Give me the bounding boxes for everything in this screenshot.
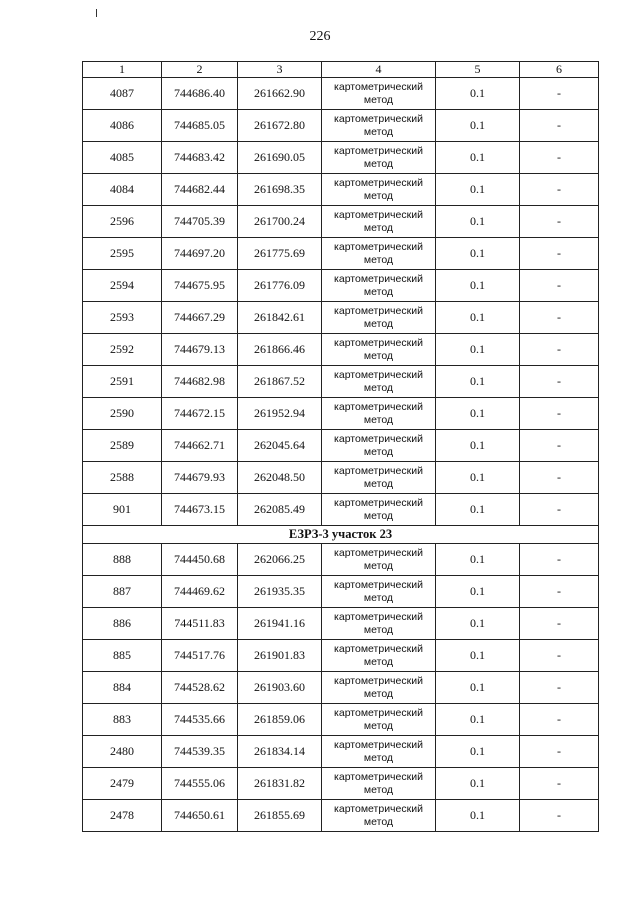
x-coordinate-cell: 744679.93	[162, 462, 238, 494]
column-header: 1	[83, 62, 162, 78]
point-id-cell: 2589	[83, 430, 162, 462]
table-row	[83, 334, 599, 366]
method-cell: картометрический метод	[322, 704, 436, 736]
accuracy-cell: 0.1	[436, 430, 520, 462]
table-row	[83, 174, 599, 206]
accuracy-cell: 0.1	[436, 334, 520, 366]
table-row	[83, 736, 599, 768]
note-cell: -	[520, 302, 599, 334]
y-coordinate-cell: 261690.05	[238, 142, 322, 174]
column-header: 2	[162, 62, 238, 78]
method-cell: картометрический метод	[322, 334, 436, 366]
accuracy-cell: 0.1	[436, 800, 520, 832]
column-header: 4	[322, 62, 436, 78]
section-title: ЕЗРЗ-3 участок 23	[83, 526, 599, 544]
method-cell: картометрический метод	[322, 238, 436, 270]
table-body-part1	[83, 78, 599, 526]
x-coordinate-cell: 744450.68	[162, 544, 238, 576]
point-id-cell: 4086	[83, 110, 162, 142]
method-cell: картометрический метод	[322, 768, 436, 800]
note-cell: -	[520, 174, 599, 206]
table-row	[83, 672, 599, 704]
method-cell: картометрический метод	[322, 544, 436, 576]
x-coordinate-cell: 744683.42	[162, 142, 238, 174]
point-id-cell: 2478	[83, 800, 162, 832]
y-coordinate-cell: 261662.90	[238, 78, 322, 110]
table-row	[83, 366, 599, 398]
method-cell: картометрический метод	[322, 608, 436, 640]
table-row	[83, 270, 599, 302]
point-id-cell: 2480	[83, 736, 162, 768]
point-id-cell: 2591	[83, 366, 162, 398]
accuracy-cell: 0.1	[436, 576, 520, 608]
note-cell: -	[520, 608, 599, 640]
note-cell: -	[520, 494, 599, 526]
table-row	[83, 800, 599, 832]
y-coordinate-cell: 261952.94	[238, 398, 322, 430]
note-cell: -	[520, 110, 599, 142]
y-coordinate-cell: 261941.16	[238, 608, 322, 640]
point-id-cell: 4085	[83, 142, 162, 174]
x-coordinate-cell: 744539.35	[162, 736, 238, 768]
section-body	[83, 526, 599, 544]
point-id-cell: 2479	[83, 768, 162, 800]
point-id-cell: 886	[83, 608, 162, 640]
y-coordinate-cell: 261903.60	[238, 672, 322, 704]
y-coordinate-cell: 261855.69	[238, 800, 322, 832]
point-id-cell: 2596	[83, 206, 162, 238]
coordinates-table	[82, 61, 599, 832]
point-id-cell: 2590	[83, 398, 162, 430]
table-row	[83, 78, 599, 110]
method-cell: картометрический метод	[322, 110, 436, 142]
x-coordinate-cell: 744673.15	[162, 494, 238, 526]
table-row	[83, 544, 599, 576]
column-header: 3	[238, 62, 322, 78]
method-cell: картометрический метод	[322, 206, 436, 238]
accuracy-cell: 0.1	[436, 462, 520, 494]
x-coordinate-cell: 744662.71	[162, 430, 238, 462]
page-number: 226	[309, 29, 331, 44]
method-cell: картометрический метод	[322, 462, 436, 494]
note-cell: -	[520, 334, 599, 366]
y-coordinate-cell: 261901.83	[238, 640, 322, 672]
y-coordinate-cell: 261867.52	[238, 366, 322, 398]
column-header: 6	[520, 62, 599, 78]
accuracy-cell: 0.1	[436, 142, 520, 174]
method-cell: картометрический метод	[322, 398, 436, 430]
note-cell: -	[520, 398, 599, 430]
note-cell: -	[520, 672, 599, 704]
x-coordinate-cell: 744667.29	[162, 302, 238, 334]
table-row	[83, 494, 599, 526]
point-id-cell: 901	[83, 494, 162, 526]
note-cell: -	[520, 366, 599, 398]
table-row	[83, 302, 599, 334]
table-row	[83, 142, 599, 174]
accuracy-cell: 0.1	[436, 78, 520, 110]
table-row	[83, 110, 599, 142]
method-cell: картометрический метод	[322, 736, 436, 768]
note-cell: -	[520, 800, 599, 832]
point-id-cell: 2588	[83, 462, 162, 494]
section-row	[83, 526, 599, 544]
accuracy-cell: 0.1	[436, 110, 520, 142]
note-cell: -	[520, 238, 599, 270]
method-cell: картометрический метод	[322, 366, 436, 398]
point-id-cell: 884	[83, 672, 162, 704]
x-coordinate-cell: 744517.76	[162, 640, 238, 672]
x-coordinate-cell: 744685.05	[162, 110, 238, 142]
method-cell: картометрический метод	[322, 800, 436, 832]
table-row	[83, 206, 599, 238]
point-id-cell: 4087	[83, 78, 162, 110]
accuracy-cell: 0.1	[436, 270, 520, 302]
point-id-cell: 2593	[83, 302, 162, 334]
x-coordinate-cell: 744697.20	[162, 238, 238, 270]
point-id-cell: 888	[83, 544, 162, 576]
column-header: 5	[436, 62, 520, 78]
accuracy-cell: 0.1	[436, 672, 520, 704]
table-row	[83, 238, 599, 270]
x-coordinate-cell: 744675.95	[162, 270, 238, 302]
x-coordinate-cell: 744528.62	[162, 672, 238, 704]
note-cell: -	[520, 640, 599, 672]
y-coordinate-cell: 261700.24	[238, 206, 322, 238]
y-coordinate-cell: 262085.49	[238, 494, 322, 526]
point-id-cell: 2594	[83, 270, 162, 302]
x-coordinate-cell: 744682.44	[162, 174, 238, 206]
point-id-cell: 4084	[83, 174, 162, 206]
accuracy-cell: 0.1	[436, 608, 520, 640]
point-id-cell: 883	[83, 704, 162, 736]
method-cell: картометрический метод	[322, 576, 436, 608]
note-cell: -	[520, 270, 599, 302]
point-id-cell: 885	[83, 640, 162, 672]
method-cell: картометрический метод	[322, 142, 436, 174]
accuracy-cell: 0.1	[436, 174, 520, 206]
header-row	[83, 62, 599, 78]
accuracy-cell: 0.1	[436, 238, 520, 270]
table-row	[83, 430, 599, 462]
y-coordinate-cell: 262066.25	[238, 544, 322, 576]
scan-mark	[96, 9, 97, 17]
method-cell: картометрический метод	[322, 270, 436, 302]
x-coordinate-cell: 744705.39	[162, 206, 238, 238]
method-cell: картометрический метод	[322, 430, 436, 462]
note-cell: -	[520, 544, 599, 576]
x-coordinate-cell: 744679.13	[162, 334, 238, 366]
x-coordinate-cell: 744682.98	[162, 366, 238, 398]
x-coordinate-cell: 744672.15	[162, 398, 238, 430]
method-cell: картометрический метод	[322, 494, 436, 526]
y-coordinate-cell: 261842.61	[238, 302, 322, 334]
x-coordinate-cell: 744511.83	[162, 608, 238, 640]
y-coordinate-cell: 261775.69	[238, 238, 322, 270]
accuracy-cell: 0.1	[436, 206, 520, 238]
point-id-cell: 2592	[83, 334, 162, 366]
accuracy-cell: 0.1	[436, 544, 520, 576]
method-cell: картометрический метод	[322, 640, 436, 672]
table-row	[83, 640, 599, 672]
note-cell: -	[520, 142, 599, 174]
note-cell: -	[520, 430, 599, 462]
y-coordinate-cell: 261698.35	[238, 174, 322, 206]
note-cell: -	[520, 704, 599, 736]
x-coordinate-cell: 744555.06	[162, 768, 238, 800]
table-row	[83, 398, 599, 430]
method-cell: картометрический метод	[322, 174, 436, 206]
table-body-part2	[83, 544, 599, 832]
table-row	[83, 768, 599, 800]
method-cell: картометрический метод	[322, 78, 436, 110]
x-coordinate-cell: 744535.66	[162, 704, 238, 736]
point-id-cell: 887	[83, 576, 162, 608]
table-row	[83, 576, 599, 608]
table-row	[83, 704, 599, 736]
accuracy-cell: 0.1	[436, 768, 520, 800]
y-coordinate-cell: 262045.64	[238, 430, 322, 462]
note-cell: -	[520, 736, 599, 768]
x-coordinate-cell: 744650.61	[162, 800, 238, 832]
y-coordinate-cell: 261776.09	[238, 270, 322, 302]
y-coordinate-cell: 261834.14	[238, 736, 322, 768]
accuracy-cell: 0.1	[436, 366, 520, 398]
point-id-cell: 2595	[83, 238, 162, 270]
y-coordinate-cell: 261672.80	[238, 110, 322, 142]
note-cell: -	[520, 576, 599, 608]
table-row	[83, 608, 599, 640]
method-cell: картометрический метод	[322, 302, 436, 334]
y-coordinate-cell: 261859.06	[238, 704, 322, 736]
accuracy-cell: 0.1	[436, 398, 520, 430]
y-coordinate-cell: 261831.82	[238, 768, 322, 800]
accuracy-cell: 0.1	[436, 704, 520, 736]
note-cell: -	[520, 462, 599, 494]
y-coordinate-cell: 261866.46	[238, 334, 322, 366]
accuracy-cell: 0.1	[436, 302, 520, 334]
y-coordinate-cell: 261935.35	[238, 576, 322, 608]
accuracy-cell: 0.1	[436, 736, 520, 768]
note-cell: -	[520, 78, 599, 110]
method-cell: картометрический метод	[322, 672, 436, 704]
accuracy-cell: 0.1	[436, 494, 520, 526]
table-row	[83, 462, 599, 494]
x-coordinate-cell: 744686.40	[162, 78, 238, 110]
note-cell: -	[520, 768, 599, 800]
note-cell: -	[520, 206, 599, 238]
y-coordinate-cell: 262048.50	[238, 462, 322, 494]
accuracy-cell: 0.1	[436, 640, 520, 672]
x-coordinate-cell: 744469.62	[162, 576, 238, 608]
